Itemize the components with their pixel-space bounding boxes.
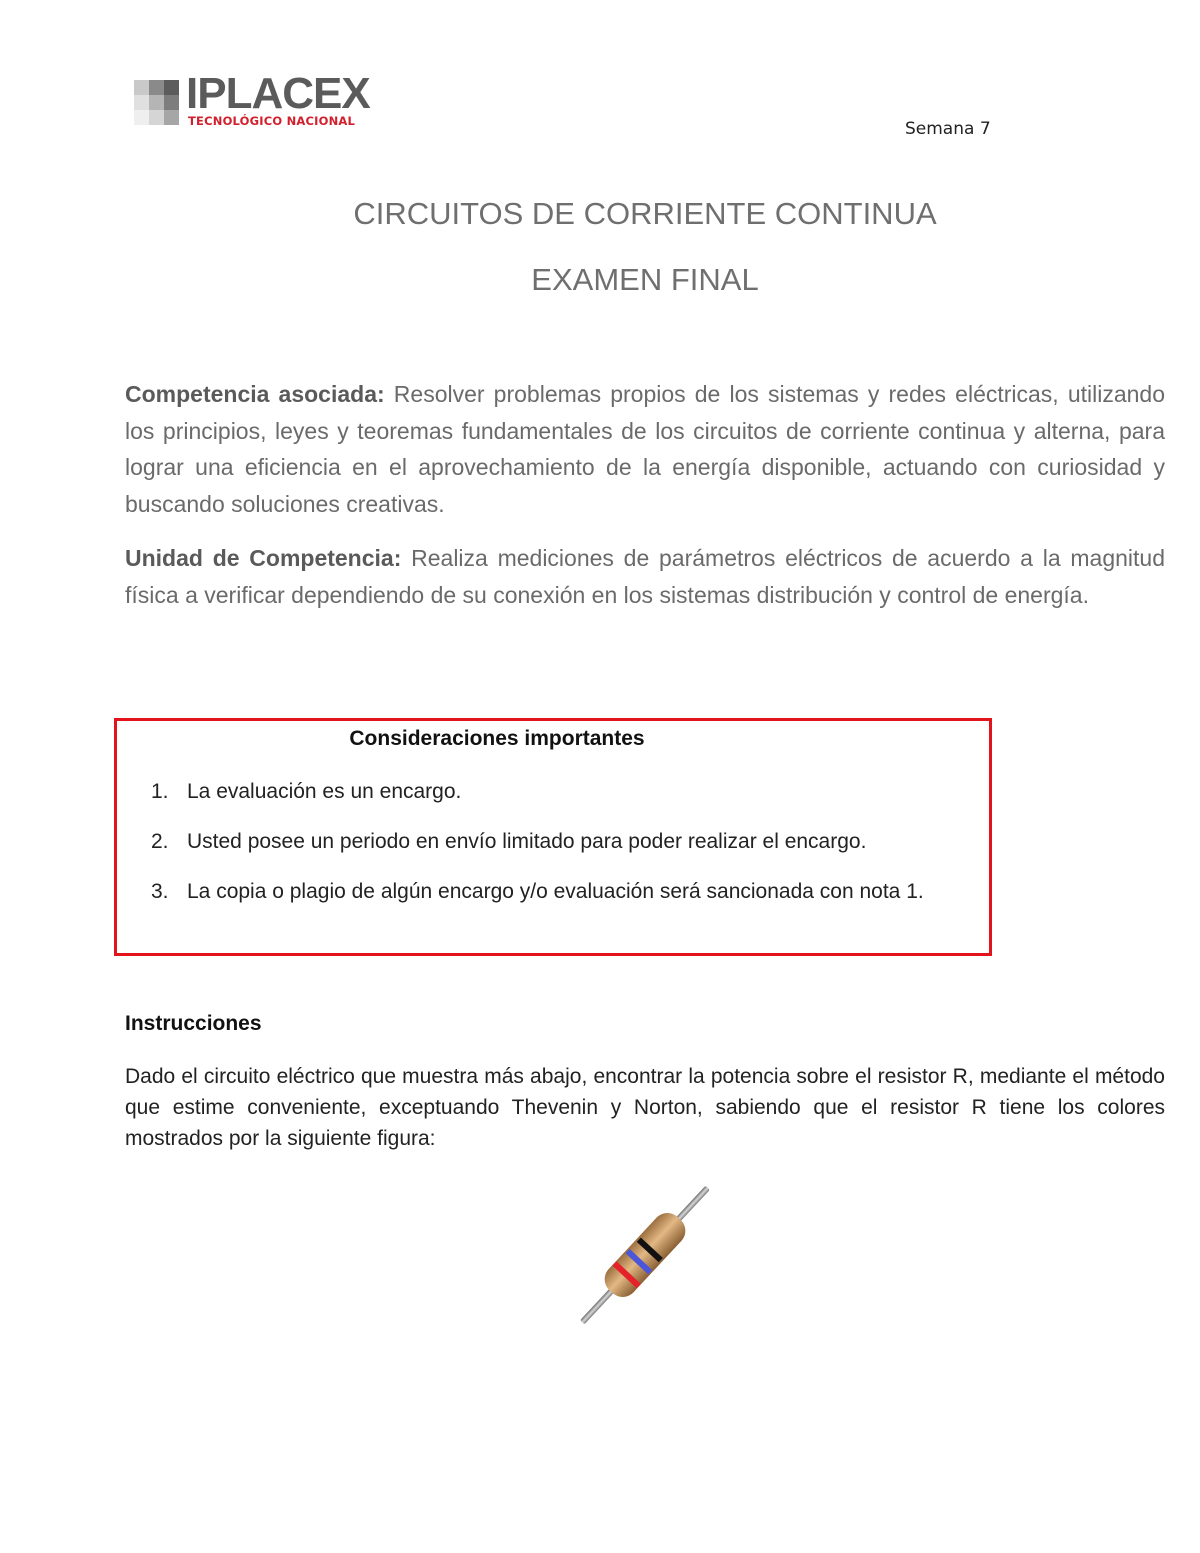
logo-mosaic-icon: [134, 80, 182, 126]
instructions-title: Instrucciones: [125, 1012, 262, 1035]
resistor-image: [560, 1170, 730, 1340]
considerations-title: Consideraciones importantes: [349, 727, 645, 750]
resistor-icon: [560, 1170, 730, 1340]
logo-subtitle: TECNOLÓGICO NACIONAL: [188, 114, 356, 128]
competencia-text: Resolver problemas propios de los sistemas y redes eléctricas, utilizando los principios, leyes y teoremas fundamentales de los circuitos de corriente continua y alterna, para lograr una eficiencia en el aprovechamiento de la energía disponible, actuando con curiosidad y buscando soluciones creativas.: [125, 381, 1166, 517]
exam-title: EXAMEN FINAL: [531, 262, 759, 297]
list-item: [151, 826, 991, 857]
list-item-number: 2.: [151, 830, 169, 853]
list-item-text: La evaluación es un encargo.: [187, 780, 462, 803]
unidad-text: Realiza mediciones de parámetros eléctricos de acuerdo a la magnitud física a verificar dependiendo de su conexión en los sistemas distribución y control de energía.: [125, 545, 1165, 608]
week-label: Semana 7: [905, 119, 991, 139]
unidad-paragraph: [125, 540, 1165, 613]
list-item-text: La copia o plagio de algún encargo y/o evaluación será sancionada con nota 1.: [187, 880, 924, 903]
list-item-number: 1.: [151, 780, 169, 803]
course-title: CIRCUITOS DE CORRIENTE CONTINUA: [353, 196, 937, 231]
resistor-body: [598, 1207, 691, 1303]
competencia-label: Competencia asociada:: [125, 381, 385, 407]
unidad-label: Unidad de Competencia:: [125, 545, 402, 571]
instructions-text: Dado el circuito eléctrico que muestra más abajo, encontrar la potencia sobre el resistor R, mediante el método que estime conveniente, exceptuando Thevenin y Norton, sabiendo que el resistor R tiene los colores mostrados por la siguiente figura:: [125, 1065, 1165, 1150]
list-item: [151, 876, 991, 907]
iplacex-logo: [134, 69, 374, 130]
competencia-paragraph: [125, 376, 1165, 522]
list-item: [151, 776, 991, 807]
logo-wordmark: IPLACEX: [186, 69, 370, 118]
list-item-text: Usted posee un periodo en envío limitado para poder realizar el encargo.: [187, 830, 867, 853]
list-item-number: 3.: [151, 880, 169, 903]
considerations-box: [114, 718, 992, 956]
